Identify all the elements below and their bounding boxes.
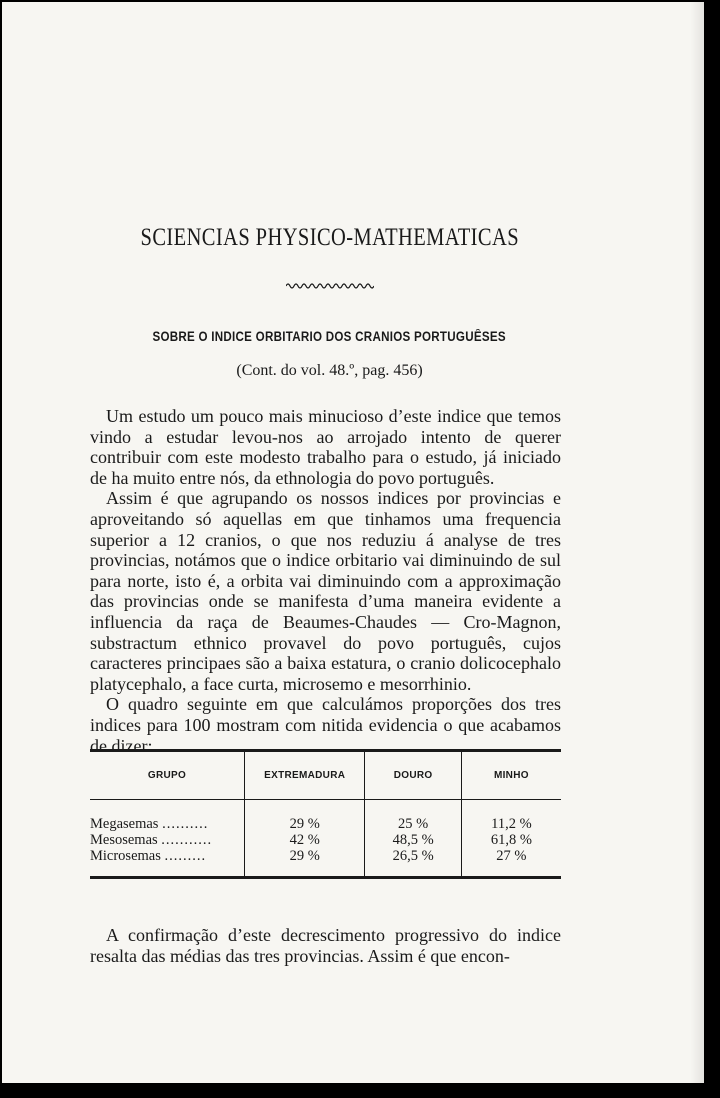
- cell-douro: 26,5 %: [365, 848, 461, 878]
- cell-extremadura: 29 %: [244, 816, 365, 832]
- header-minho: MINHO: [461, 751, 561, 800]
- body-text-intro: [90, 406, 561, 756]
- continuation-note: (Cont. do vol. 48.º, pag. 456): [236, 362, 423, 379]
- table-row: [90, 816, 561, 832]
- header-extremadura: EXTREMADURA: [244, 751, 365, 800]
- cell-minho: 11,2 %: [461, 816, 561, 832]
- table-row: [90, 832, 561, 848]
- page-edge-shadow: [690, 2, 704, 1083]
- cell-extremadura: 29 %: [244, 848, 365, 878]
- cell-minho: 61,8 %: [461, 832, 561, 848]
- header-douro: DOURO: [365, 751, 461, 800]
- table-spacer: [90, 800, 561, 817]
- row-label: Megasemas ..........: [90, 816, 209, 832]
- paragraph-4: A confirmação d’este decrescimento progressivo do indice resalta das médias das tres provincias. Assim é que encon-: [90, 925, 561, 966]
- proportions-table: [90, 749, 561, 879]
- article-title: SOBRE O INDICE ORBITARIO DOS CRANIOS PORTUGUÊSES: [152, 329, 506, 344]
- table-header-row: [90, 751, 561, 800]
- cell-minho: 27 %: [461, 848, 561, 878]
- cell-extremadura: 42 %: [244, 832, 365, 848]
- table-row: [90, 848, 561, 878]
- paragraph-3: O quadro seguinte em que calculámos proporções dos tres indices para 100 mostram com nitida evidencia o que acabamos de dizer:: [90, 694, 561, 756]
- paragraph-2: Assim é que agrupando os nossos indices por provincias e aproveitando só aquellas em que tinhamos uma frequencia superior a 12 cranios, o que nos reduziu á analyse de tres provincias, notámos que o indice orbitario vai diminuindo de sul para norte, isto é, a orbita vai diminuindo com a approximação das provincias onde se manifesta d’uma maneira evidente a influencia da raça de Beaumes-Chaudes — Cro-Magnon, substractum ethnico provavel do povo português, cujos caracteres principaes são a baixa estatura, o cranio dolicocephalo platycephalo, a face curta, microsemo e mesorrhinio.: [90, 488, 561, 694]
- section-title: SCIENCIAS PHYSICO-MATHEMATICAS: [140, 224, 520, 251]
- document-page: [2, 2, 704, 1083]
- row-label: Microsemas .........: [90, 848, 207, 864]
- cell-douro: 25 %: [365, 816, 461, 832]
- cell-douro: 48,5 %: [365, 832, 461, 848]
- row-label: Mesosemas ...........: [90, 832, 213, 848]
- paragraph-1: Um estudo um pouco mais minucioso d’este indice que temos vindo a estudar levou-nos ao arrojado intento de querer contribuir com este modesto trabalho para o estudo, já iniciado de ha muito entre nós, da ethnologia do povo português.: [90, 406, 561, 488]
- header-grupo: GRUPO: [90, 751, 244, 800]
- ornament-divider: [286, 280, 374, 290]
